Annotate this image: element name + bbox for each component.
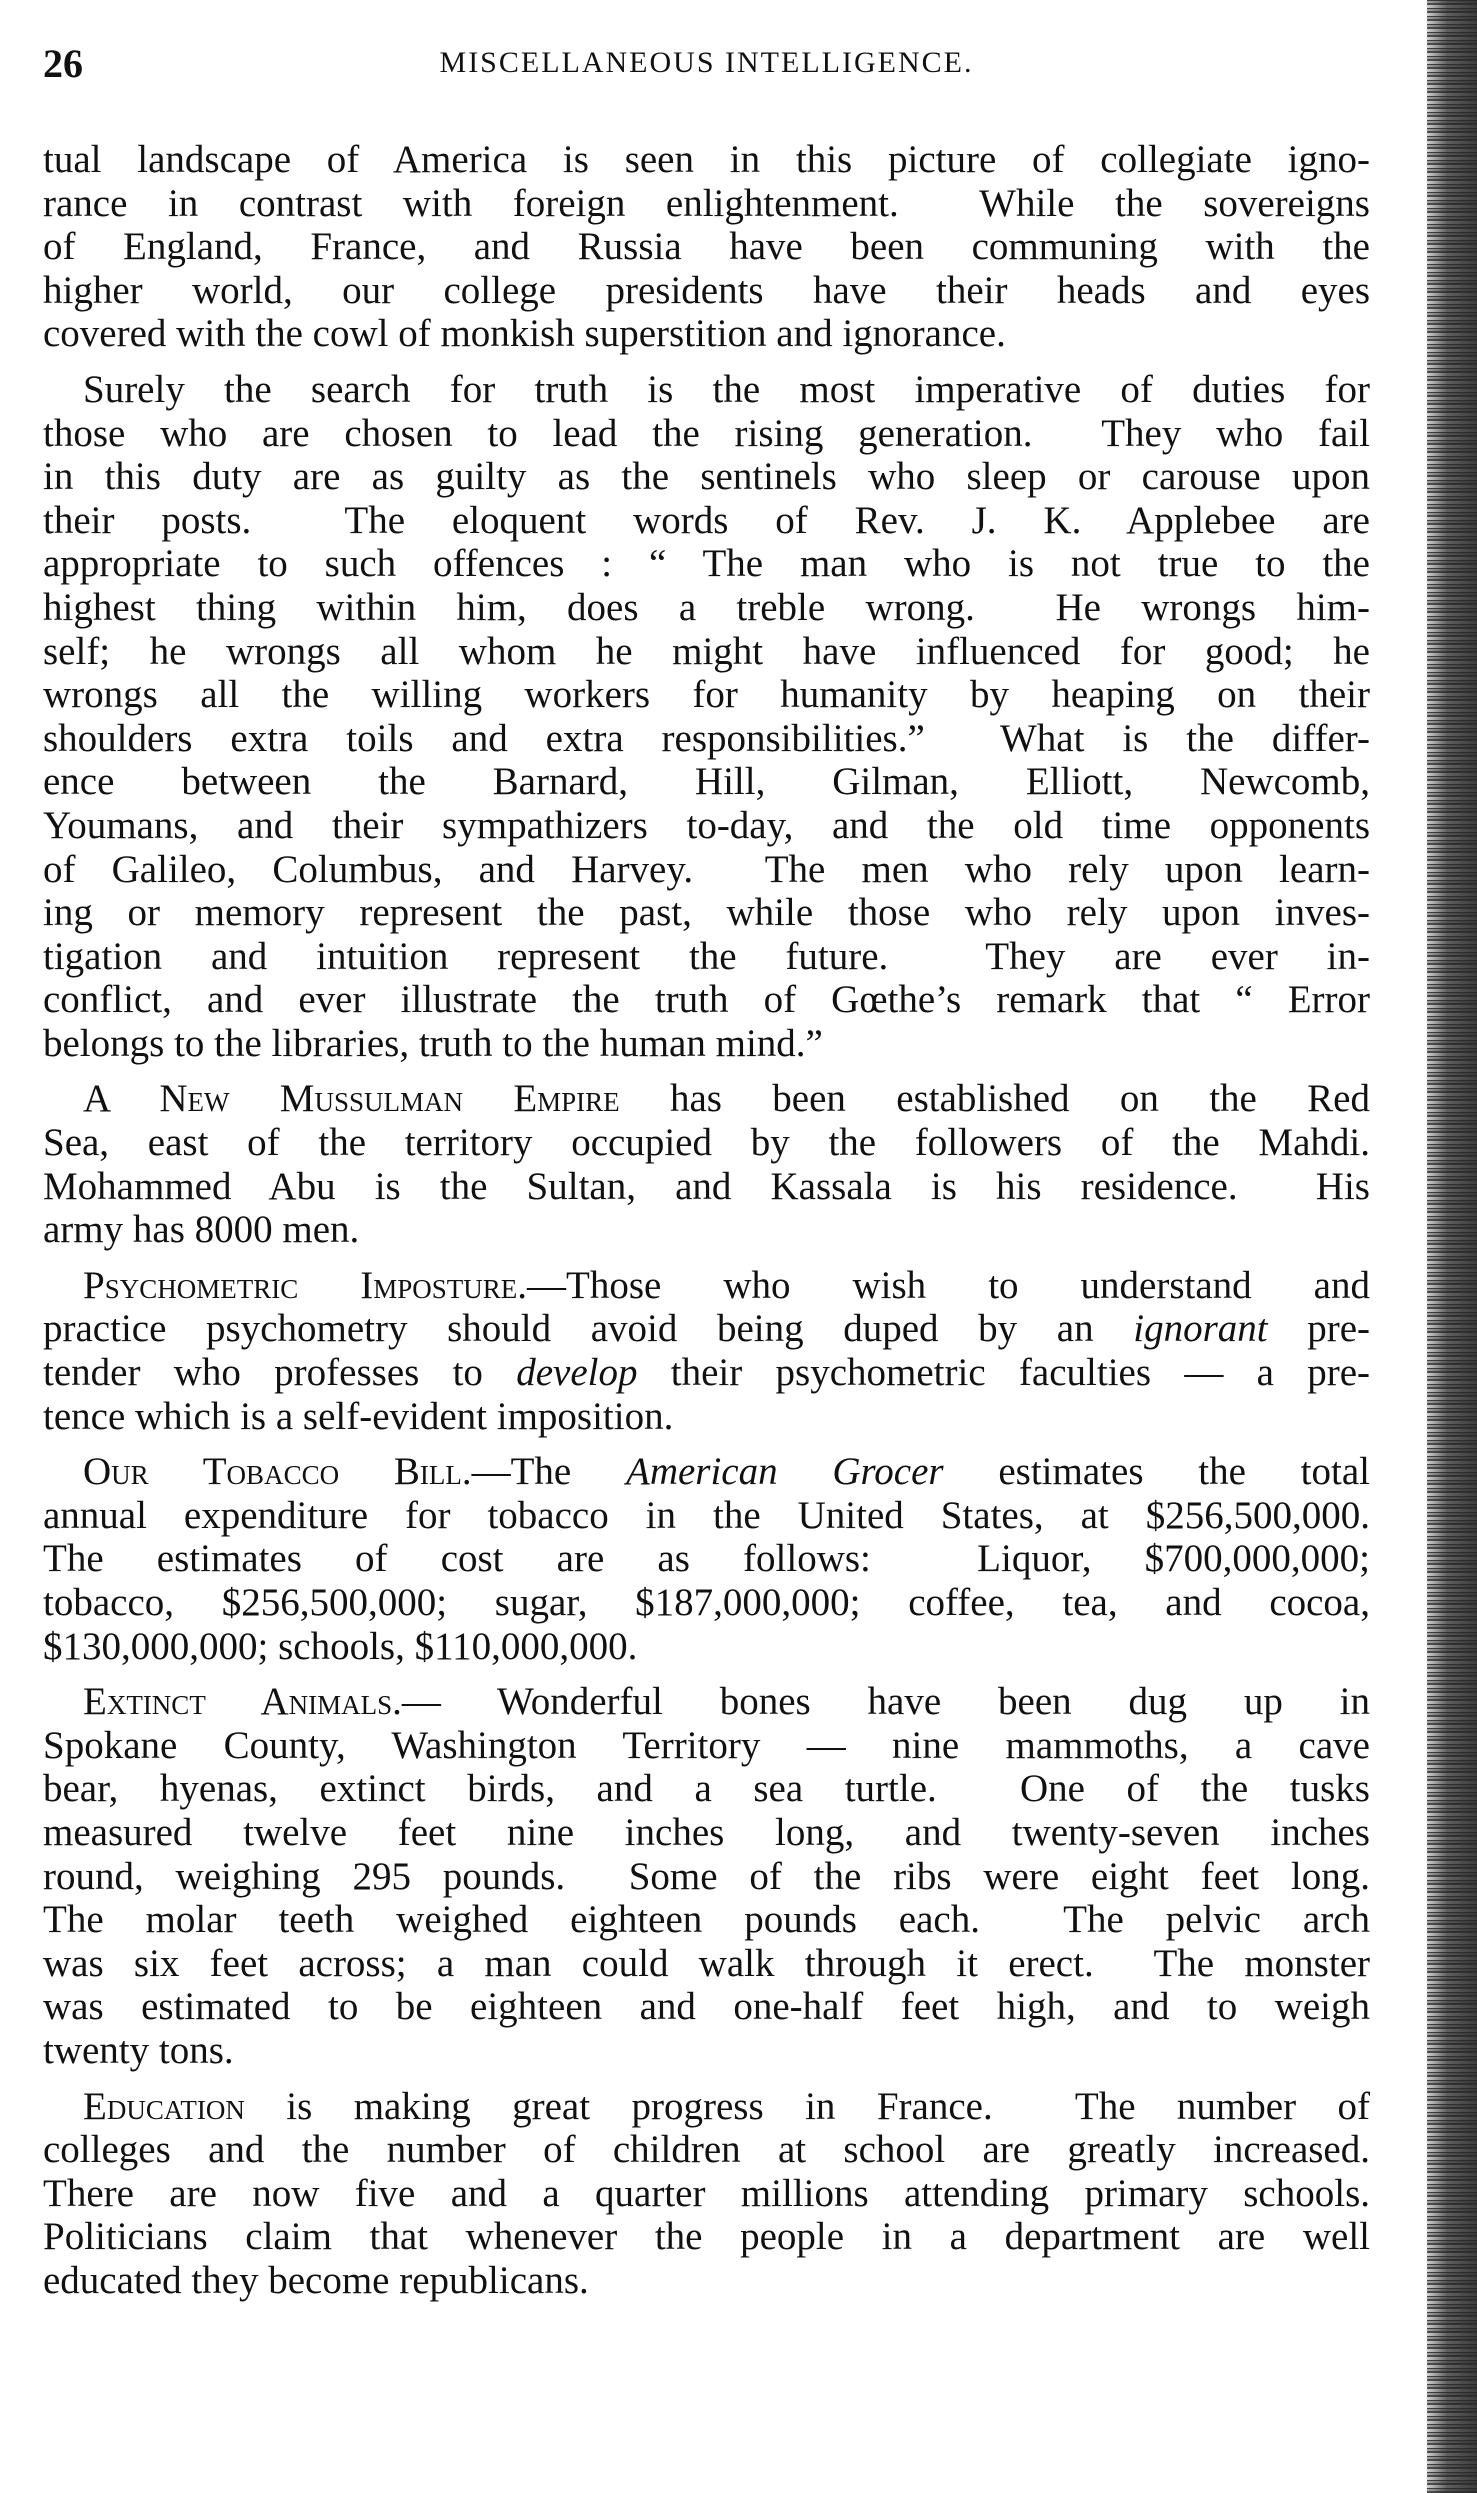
paragraph (43, 138, 1370, 356)
text-span: rance in contrast with foreign enlightenment. While the sovereigns (43, 181, 1370, 225)
page-number: 26 (43, 41, 83, 86)
text-line (43, 1022, 1370, 1066)
text-line (43, 1581, 1370, 1625)
text-span: The molar teeth weighed eighteen pounds each. The pelvic arch (43, 1898, 1370, 1942)
text-line (43, 2172, 1370, 2216)
text-span: covered with the cowl of monkish superstition and ignorance. (43, 312, 1006, 356)
text-span: higher world, our college presidents have their heads and eyes (43, 268, 1370, 312)
text-span: —The (471, 1450, 626, 1494)
text-span: army has 8000 men. (43, 1208, 360, 1252)
paragraph (43, 1077, 1370, 1251)
text-line (43, 935, 1370, 979)
text-line (43, 312, 1370, 356)
text-line (43, 1121, 1370, 1165)
text-line (43, 717, 1370, 761)
italic-text: ignorant (1133, 1307, 1268, 1351)
text-span: annual expenditure for tobacco in the United States, at $256,500,000. (43, 1493, 1370, 1537)
text-span: tigation and intuition represent the future. They are ever in- (43, 934, 1370, 978)
text-line (43, 182, 1370, 226)
text-line (43, 2215, 1370, 2259)
text-span: ing or memory represent the past, while those who rely upon inves- (43, 891, 1370, 935)
text-line (43, 848, 1370, 892)
paragraph (43, 1680, 1370, 2072)
text-line (43, 1264, 1370, 1308)
text-line (43, 2085, 1370, 2129)
text-line (43, 1165, 1370, 1209)
text-span: colleges and the number of children at school are greatly increased. (43, 2128, 1370, 2172)
text-span: $130,000,000; schools, $110,000,000. (43, 1624, 638, 1668)
text-line (43, 1898, 1370, 1942)
text-span: The estimates of cost are as follows: Liquor, $700,000,000; (43, 1537, 1370, 1581)
text-span: — Wonderful bones have been dug up in (401, 1680, 1370, 1724)
text-span: There are now five and a quarter millions attending primary schools. (43, 2171, 1370, 2215)
text-span: wrongs all the willing workers for humanity by heaping on their (43, 673, 1370, 717)
text-span: twenty tons. (43, 2028, 234, 2072)
running-title: MISCELLANEOUS INTELLIGENCE. (439, 46, 974, 79)
italic-text: American Grocer (626, 1450, 944, 1494)
text-line (43, 1985, 1370, 2029)
paragraph (43, 368, 1370, 1066)
text-span: tender who professes to (43, 1351, 517, 1395)
text-span: appropriate to such offences : “ The man who is not true to the (43, 542, 1370, 586)
page-body (43, 138, 1370, 2315)
text-span: Youmans, and their sympathizers to-day, and the old time opponents (43, 803, 1370, 847)
text-span: their posts. The eloquent words of Rev. J. K. Applebee are (43, 498, 1370, 542)
section-heading: A New Mussulman Empire (83, 1077, 620, 1121)
text-line (43, 673, 1370, 717)
text-span: practice psychometry should avoid being duped by an (43, 1307, 1134, 1351)
paragraph (43, 1450, 1370, 1668)
text-line (43, 269, 1370, 313)
text-span: those who are chosen to lead the rising generation. They who fail (43, 411, 1370, 455)
text-span: highest thing within him, does a treble wrong. He wrongs him- (43, 585, 1370, 629)
text-line (43, 1855, 1370, 1899)
section-heading: Extinct Animals. (83, 1680, 402, 1724)
text-line (43, 2259, 1370, 2303)
text-span: pre- (1267, 1307, 1370, 1351)
section-heading: Our Tobacco Bill. (83, 1450, 472, 1494)
text-line (43, 891, 1370, 935)
text-span: conflict, and ever illustrate the truth of Gœthe’s remark that “ Error (43, 978, 1370, 1022)
text-span: was estimated to be eighteen and one-half feet high, and to weigh (43, 1985, 1370, 2029)
text-line (43, 1680, 1370, 1724)
text-span: Sea, east of the territory occupied by the followers of the Mahdi. (43, 1121, 1370, 1165)
text-line (43, 804, 1370, 848)
text-line (43, 499, 1370, 543)
text-line (43, 542, 1370, 586)
text-span: shoulders extra toils and extra responsibilities.” What is the differ- (43, 716, 1370, 760)
text-span: self; he wrongs all whom he might have influenced for good; he (43, 629, 1370, 673)
text-line (43, 1208, 1370, 1252)
text-span: tual landscape of America is seen in this picture of collegiate igno- (43, 138, 1370, 181)
text-line (43, 1351, 1370, 1395)
text-span: Politicians claim that whenever the people in a department are well (43, 2215, 1370, 2259)
text-span: tobacco, $256,500,000; sugar, $187,000,000; coffee, tea, and cocoa, (43, 1581, 1370, 1624)
text-span: —Those who wish to understand and (527, 1263, 1370, 1307)
text-span: in this duty are as guilty as the sentinels who sleep or carouse upon (43, 455, 1370, 499)
text-span: Surely the search for truth is the most imperative of duties for (83, 367, 1370, 411)
text-span: of England, France, and Russia have been communing with the (43, 225, 1370, 269)
text-line (43, 2029, 1370, 2073)
text-line (43, 1811, 1370, 1855)
text-span: has been established on the Red (619, 1077, 1370, 1121)
text-span: Mohammed Abu is the Sultan, and Kassala is his residence. His (43, 1164, 1370, 1208)
text-line (43, 978, 1370, 1022)
text-span: of Galileo, Columbus, and Harvey. The men who rely upon learn- (43, 847, 1370, 891)
text-line (43, 1450, 1370, 1494)
text-line (43, 1625, 1370, 1669)
text-line (43, 1494, 1370, 1538)
paragraph (43, 2085, 1370, 2303)
text-span: belongs to the libraries, truth to the human mind.” (43, 1021, 823, 1065)
text-line (43, 1537, 1370, 1581)
text-span: was six feet across; a man could walk through it erect. The monster (43, 1941, 1370, 1985)
text-span: bear, hyenas, extinct birds, and a sea turtle. One of the tusks (43, 1767, 1370, 1811)
paragraph (43, 1264, 1370, 1438)
text-line (43, 1307, 1370, 1351)
book-binding-edge (1427, 0, 1477, 2493)
text-span: their psychometric faculties — a pre- (637, 1351, 1370, 1395)
text-line (43, 2128, 1370, 2172)
text-span: estimates the total (943, 1450, 1370, 1494)
page-header (43, 40, 1370, 90)
text-line (43, 412, 1370, 456)
text-line (43, 760, 1370, 804)
text-line (43, 1724, 1370, 1768)
text-span: is making great progress in France. The number of (244, 2084, 1370, 2128)
text-span: tence which is a self-evident imposition. (43, 1394, 674, 1438)
section-heading: Education (83, 2084, 245, 2128)
text-line (43, 225, 1370, 269)
text-line (43, 1942, 1370, 1986)
text-span: educated they become republicans. (43, 2258, 589, 2302)
text-span: Spokane County, Washington Territory — nine mammoths, a cave (43, 1723, 1370, 1767)
text-line (43, 368, 1370, 412)
text-line (43, 1077, 1370, 1121)
text-line (43, 1767, 1370, 1811)
text-line (43, 586, 1370, 630)
text-line (43, 630, 1370, 674)
text-line (43, 455, 1370, 499)
text-span: round, weighing 295 pounds. Some of the ribs were eight feet long. (43, 1854, 1370, 1898)
text-line (43, 138, 1370, 182)
text-span: ence between the Barnard, Hill, Gilman, Elliott, Newcomb, (43, 760, 1370, 804)
section-heading: Psychometric Imposture. (83, 1263, 527, 1307)
text-span: measured twelve feet nine inches long, and twenty-seven inches (43, 1810, 1370, 1854)
italic-text: develop (516, 1351, 638, 1395)
text-line (43, 1395, 1370, 1439)
